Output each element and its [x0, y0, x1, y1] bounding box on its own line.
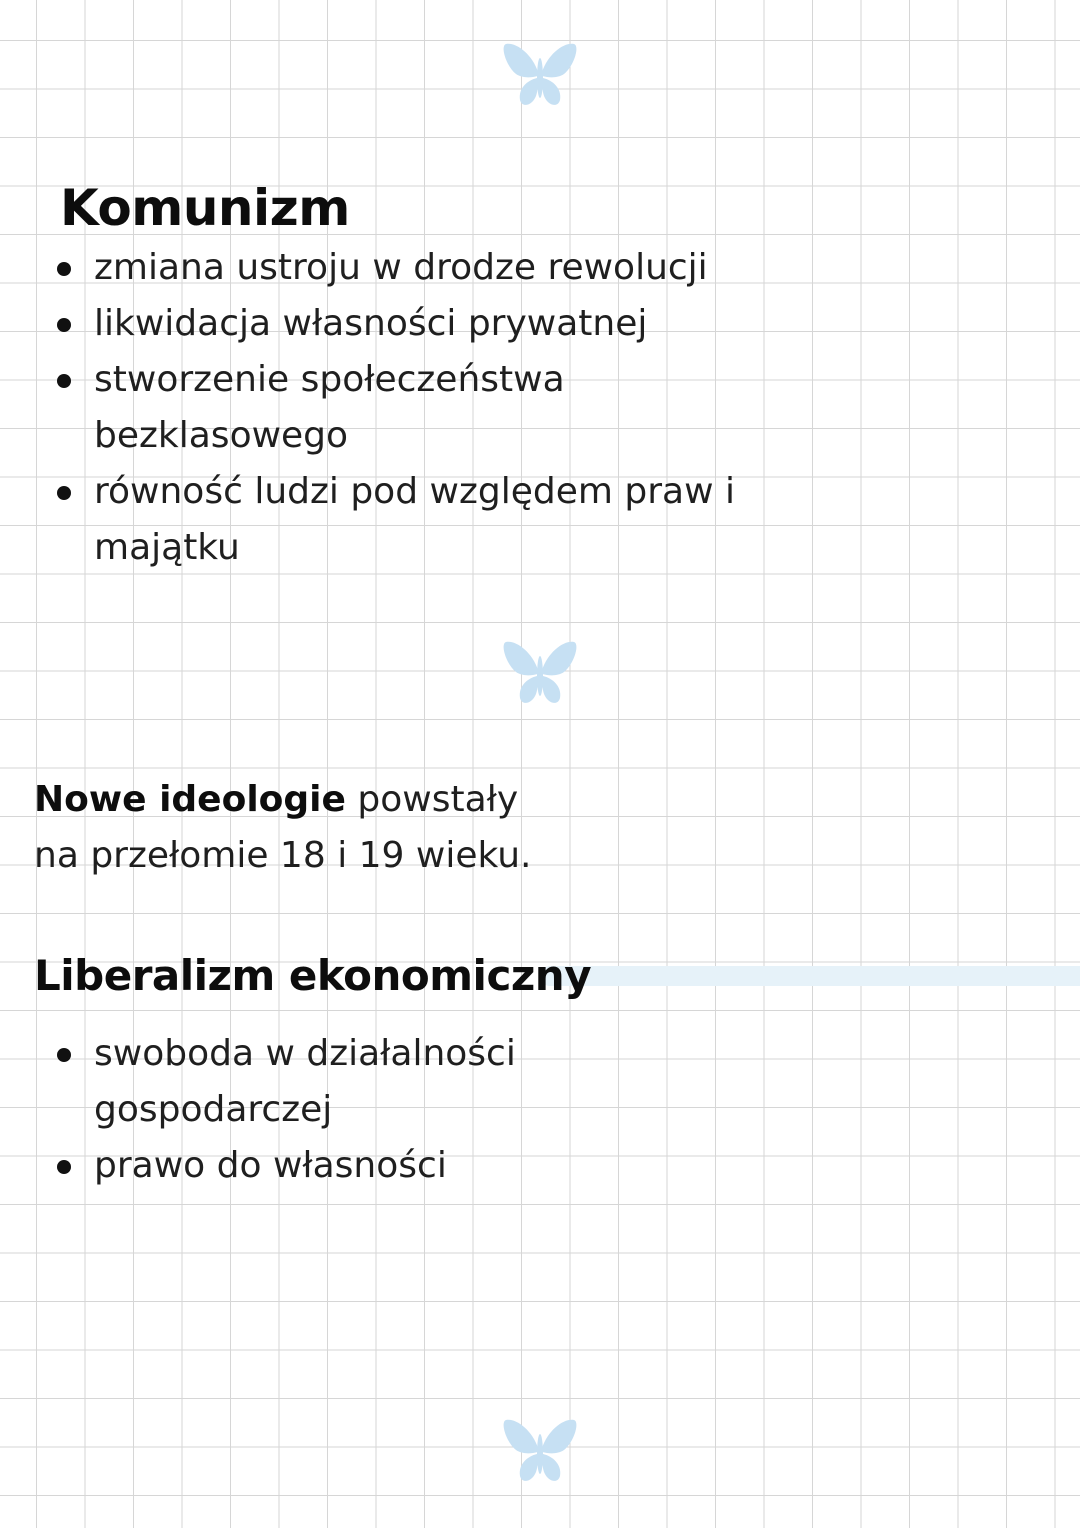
intro-text: powstały [345, 779, 519, 820]
heading-highlight [540, 966, 1080, 986]
list-item: likwidacja własności prywatnej [0, 296, 820, 352]
butterfly-icon [502, 640, 578, 708]
list-item: swoboda w działalności gospodarczej [0, 1026, 620, 1138]
butterfly-icon [502, 1418, 578, 1486]
list-item: stworzenie społeczeństwa bezklasowego [0, 352, 820, 464]
liberalizm-list [0, 1026, 620, 1194]
intro-bold-text: Nowe ideologie [34, 779, 346, 820]
list-item: prawo do własności [0, 1138, 620, 1194]
intro-text-line2: na przełomie 18 i 19 wieku. [34, 835, 532, 876]
intro-paragraph [34, 772, 654, 884]
list-item: zmiana ustroju w drodze rewolucji [0, 240, 820, 296]
komunizm-list [0, 240, 820, 576]
section-title-komunizm: Komunizm [60, 179, 350, 237]
list-item: równość ludzi pod względem praw i majątku [0, 464, 820, 576]
butterfly-icon [502, 42, 578, 110]
section-title-liberalizm: Liberalizm ekonomiczny [34, 951, 592, 1000]
